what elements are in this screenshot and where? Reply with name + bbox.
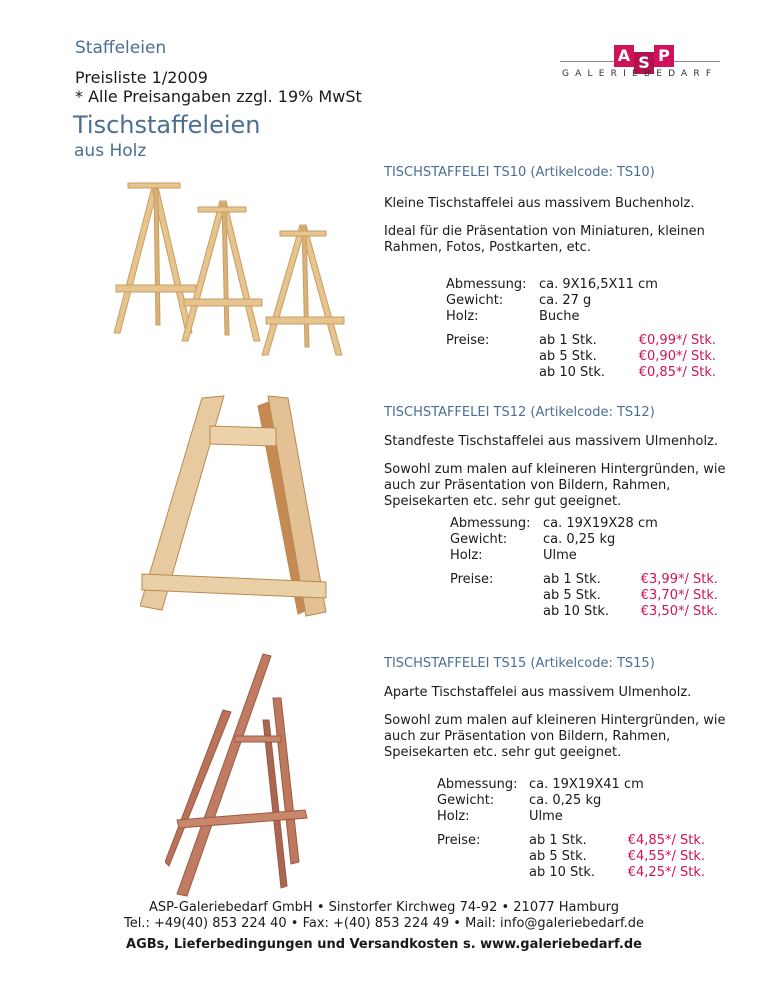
section-title: Staffeleien [75,38,167,58]
product-heading-ts12: TISCHSTAFFELEI TS12 (Artikelcode: TS12) [384,405,655,420]
logo-letter-s: S [634,52,654,74]
logo-tagline: GALERIEBEDARF [562,69,718,79]
product-heading-ts15: TISCHSTAFFELEI TS15 (Artikelcode: TS15) [384,656,655,671]
product-image-ts10 [90,175,360,375]
spec-label: Abmessung: [450,516,531,531]
spec-value: ca. 19X19X41 cm [529,777,644,792]
spec-label: Holz: [437,809,470,824]
product-heading-ts10: TISCHSTAFFELEI TS10 (Artikelcode: TS10) [384,165,655,180]
spec-label: Abmessung: [446,277,527,292]
quantity: ab 1 Stk. [543,572,601,587]
spec-value: ca. 27 g [539,293,592,308]
quantity: ab 5 Stk. [529,849,587,864]
price: €4,85*/ Stk. [627,833,705,848]
product-usage-ts15: Sowohl zum malen auf kleineren Hintergründen, wie auch zur Präsentation von Bildern, Rahmen, Speisekarten etc. sehr gut geeignet. [384,713,726,760]
spec-label: Holz: [450,548,483,563]
vat-note: * Alle Preisangaben zzgl. 19% MwSt [75,87,362,106]
page-subtitle: aus Holz [74,141,147,161]
logo-letter-a: A [614,45,634,67]
quantity: ab 10 Stk. [543,604,610,619]
price-label: Preise: [450,572,494,587]
product-image-ts12 [140,390,340,630]
product-description-ts10: Kleine Tischstaffelei aus massivem Buchenholz. [384,196,695,211]
easel-top-bar [210,426,276,446]
product-image-ts15 [165,650,325,900]
price: €0,99*/ Stk. [638,333,716,348]
easel-top-bar [198,207,246,212]
quantity: ab 5 Stk. [539,349,597,364]
product-usage-ts12: Sowohl zum malen auf kleineren Hintergründen, wie auch zur Präsentation von Bildern, Rahmen, Speisekarten etc. sehr gut geeignet. [384,462,726,509]
easel-top-bar [280,231,326,236]
easel-leg [177,654,271,896]
spec-value: ca. 9X16,5X11 cm [539,277,658,292]
quantity: ab 10 Stk. [539,365,606,380]
price: €3,99*/ Stk. [640,572,718,587]
price: €0,90*/ Stk. [638,349,716,364]
price: €3,50*/ Stk. [640,604,718,619]
quantity: ab 1 Stk. [529,833,587,848]
product-description-ts12: Standfeste Tischstaffelei aus massivem Ulmenholz. [384,434,719,449]
footer-address: ASP-Galeriebedarf GmbH • Sinstorfer Kirchweg 74-92 • 21077 Hamburg [148,900,620,915]
page-title: Tischstaffeleien [73,111,261,139]
spec-label: Holz: [446,309,479,324]
spec-value: ca. 0,25 kg [529,793,602,808]
footer-contact: Tel.: +49(40) 853 224 40 • Fax: +(40) 853 224 49 • Mail: info@galeriebedarf.de [123,916,645,931]
easel-ledge [184,299,262,306]
quantity: ab 5 Stk. [543,588,601,603]
quantity: ab 10 Stk. [529,865,596,880]
spec-label: Gewicht: [450,532,508,547]
price: €0,85*/ Stk. [638,365,716,380]
product-description-ts15: Aparte Tischstaffelei aus massivem Ulmenholz. [384,685,692,700]
easel-top-bar [128,183,180,188]
spec-label: Abmessung: [437,777,518,792]
asp-logo [560,40,720,80]
spec-value: Ulme [543,548,577,563]
spec-label: Gewicht: [437,793,495,808]
price-label: Preise: [437,833,481,848]
footer-terms: AGBs, Lieferbedingungen und Versandkosten s. www.galeriebedarf.de [126,937,642,952]
easel-ledge [266,317,344,324]
spec-value: Ulme [529,809,563,824]
easel-leg [182,201,226,341]
easel-leg [262,225,306,355]
quantity: ab 1 Stk. [539,333,597,348]
price: €4,25*/ Stk. [627,865,705,880]
price: €3,70*/ Stk. [640,588,718,603]
spec-label: Gewicht: [446,293,504,308]
logo-letter-p: P [654,45,674,67]
easel-leg [114,187,158,333]
price: €4,55*/ Stk. [627,849,705,864]
spec-value: Buche [539,309,580,324]
easel-crossbar [235,736,281,742]
product-usage-ts10: Ideal für die Präsentation von Miniaturen, kleinen Rahmen, Fotos, Postkarten, etc. [384,224,705,255]
spec-value: ca. 0,25 kg [543,532,616,547]
pricelist-label: Preisliste 1/2009 [75,68,208,87]
easel-ledge [116,285,196,292]
price-label: Preise: [446,333,490,348]
spec-value: ca. 19X19X28 cm [543,516,658,531]
